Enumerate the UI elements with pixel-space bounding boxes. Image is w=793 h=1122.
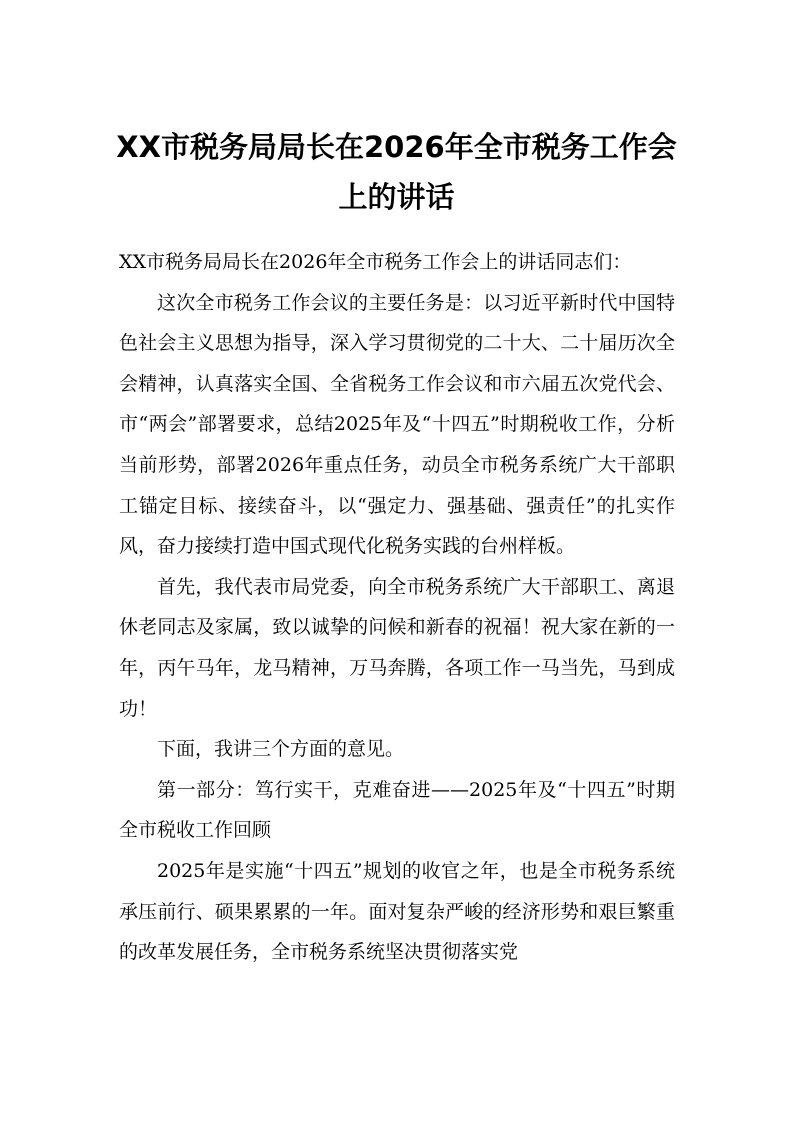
section-heading-part-one: 第一部分：笃行实干，克难奋进——2025年及“十四五”时期全市税收工作回顾 xyxy=(119,778,675,842)
paragraph-greetings: 首先，我代表市局党委，向全市税务系统广大干部职工、离退休老同志及家属，致以诚挚的问候和新春的祝福！祝大家在新的一年，丙午马年，龙马精神，万马奔腾，各项工作一马当先，马到成功！ xyxy=(119,575,675,720)
document-body xyxy=(119,242,675,973)
opening-line: XX市税务局局长在2026年全市税务工作会上的讲话同志们： xyxy=(119,251,632,273)
paragraph-outline: 下面，我讲三个方面的意见。 xyxy=(157,738,405,761)
paragraph-meeting-tasks: 这次全市税务工作会议的主要任务是：以习近平新时代中国特色社会主义思想为指导，深入学习贯彻党的二十大、二十届历次全会精神，认真落实全国、全省税务工作会议和市六届五次党代会、市“两会”部署要求，总结2025年及“十四五”时期税收工作，分析当前形势，部署2026年重点任务，动员全市税务系统广大干部职工锚定目标、接续奋斗，以“强定力、强基础、强责任”的扎实作风，奋力接续打造中国式现代化税务实践的台州样板。 xyxy=(119,291,675,558)
paragraph-2025-review: 2025年是实施“十四五”规划的收官之年，也是全市税务系统承压前行、硕果累累的一年。面对复杂严峻的经济形势和艰巨繁重的改革发展任务，全市税务系统坚决贯彻落实党 xyxy=(119,859,675,964)
document-title: XX市税务局局长在2026年全市税务工作会上的讲话 xyxy=(116,130,677,214)
